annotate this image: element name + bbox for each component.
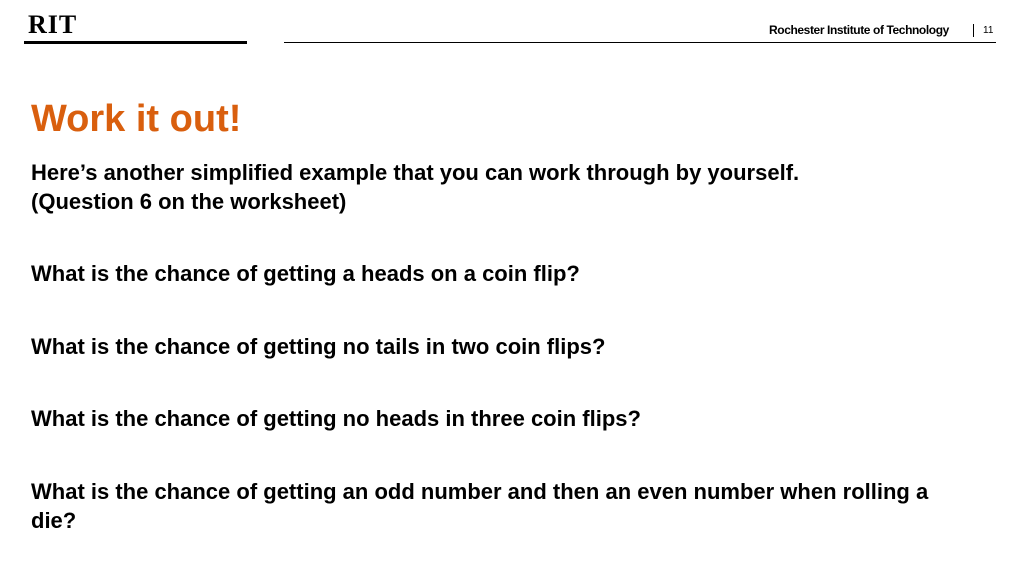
institute-name: Rochester Institute of Technology	[769, 23, 949, 37]
slide-title: Work it out!	[31, 98, 242, 140]
question-3: What is the chance of getting no heads in three coin flips?	[31, 406, 641, 431]
logo-underline	[24, 41, 247, 44]
question-4: What is the chance of getting an odd number and then an even number when rolling a die?	[31, 479, 929, 533]
intro-line-2: (Question 6 on the worksheet)	[31, 189, 347, 214]
intro-line-1: Here’s another simplified example that you can work through by yourself.	[31, 160, 800, 185]
rit-logo: RIT	[28, 10, 78, 39]
question-2: What is the chance of getting no tails in two coin flips?	[31, 334, 606, 359]
header-divider	[973, 24, 974, 37]
question-1: What is the chance of getting a heads on a coin flip?	[31, 261, 580, 286]
page-number: 11	[983, 25, 994, 36]
header-rule	[284, 42, 996, 43]
